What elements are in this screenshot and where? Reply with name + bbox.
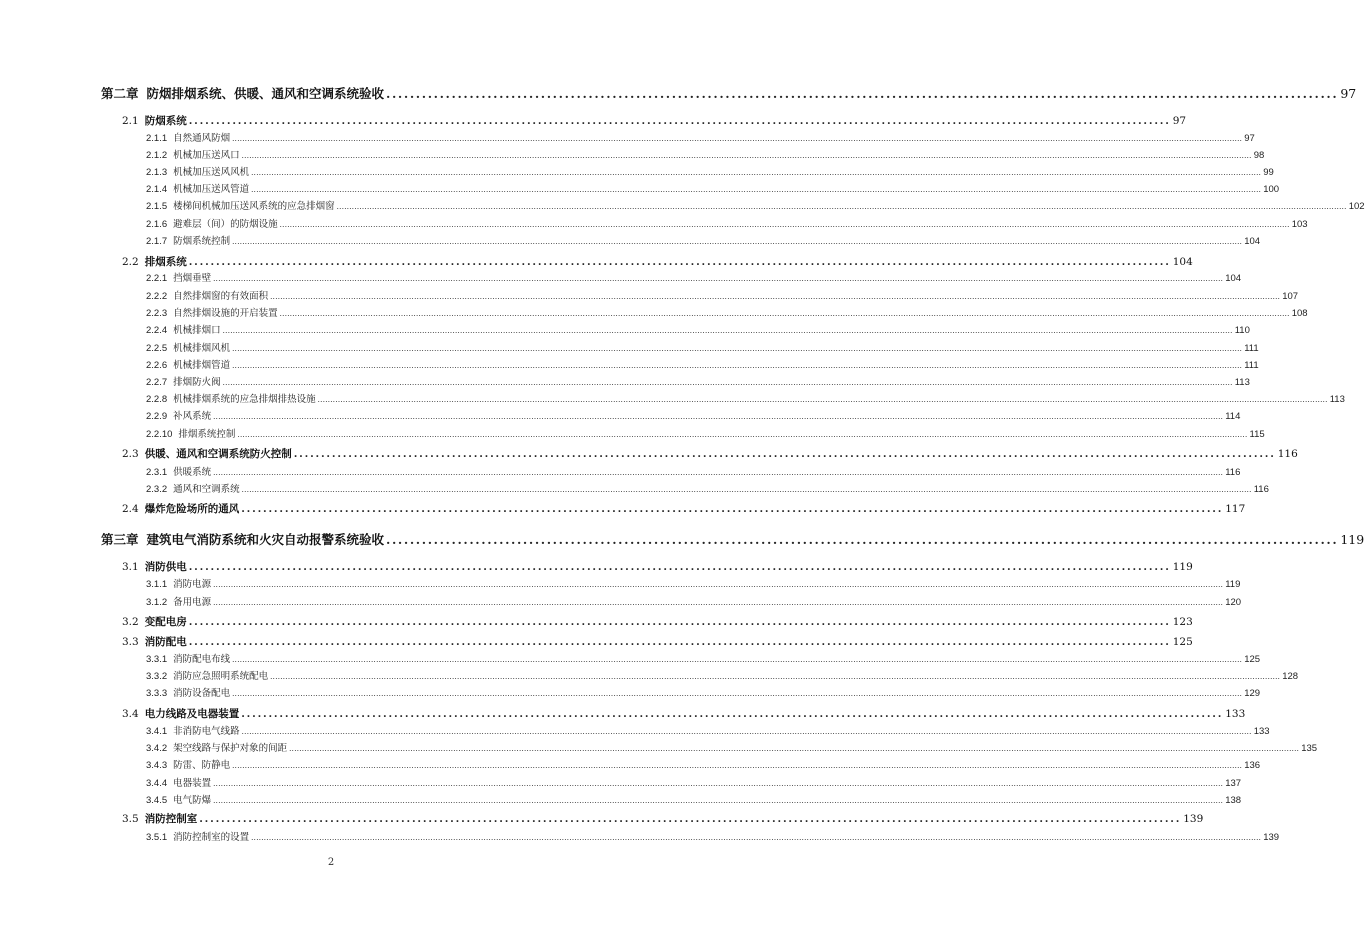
dot-leader: ................................................................................................................................................................................................................................................................................................................................................................................................................	[251, 169, 1262, 177]
toc-entry-title: 机械排烟管道	[173, 360, 231, 371]
dot-leader: ................................................................................................................................................................................................................................................................................................................................................................................................................	[222, 379, 1233, 387]
dot-leader: ................................................................................................................................................................................................................................................................................................................................................................................................................	[241, 728, 1252, 736]
toc-entry-title: 排烟系统	[144, 256, 187, 268]
toc-entry-number: 2.2.4	[146, 325, 168, 336]
toc-entry-page: 116	[1225, 467, 1241, 478]
toc-entry-title: 变配电房	[144, 616, 187, 628]
dot-leader: ................................................................................................................................................................................................................................................................................................................................................................................................................	[241, 486, 1252, 494]
toc-entry-page: 104	[1244, 236, 1261, 247]
toc-entry-number: 3.4.4	[146, 778, 168, 789]
toc-entry-page: 103	[1291, 219, 1308, 230]
toc-entry-number: 2.2.6	[146, 360, 168, 371]
toc-entry-title: 机械排烟口	[173, 325, 221, 336]
toc-section-entry[interactable]	[122, 614, 1193, 629]
toc-entry-number: 2.3.1	[146, 467, 168, 478]
toc-entry-title: 防烟排烟系统、供暖、通风和空调系统验收	[146, 86, 385, 101]
toc-sub-entry[interactable]	[146, 322, 1250, 336]
toc-entry-number: 2.2.9	[146, 411, 168, 422]
toc-entry-page: 119	[1172, 561, 1193, 573]
toc-sub-entry[interactable]	[146, 576, 1241, 590]
dot-leader: ................................................................................................................................................................................................................................................................................................................................................................................................................	[213, 413, 1224, 421]
toc-entry-number: 第三章	[101, 532, 139, 547]
toc-sub-entry[interactable]	[146, 792, 1242, 806]
toc-entry-page: 136	[1244, 760, 1261, 771]
toc-entry-title: 避难层（间）的防烟设施	[173, 219, 278, 230]
toc-sub-entry[interactable]	[146, 164, 1274, 178]
dot-leader: ....................................................................................................................................................................................	[241, 708, 1224, 720]
dot-leader: ................................................................................................................................................................................................................................................................................................................................................................................................................	[279, 310, 1290, 318]
dot-leader: ................................................................................................................................................................................................................................................................................................................................................................................................................	[232, 656, 1243, 664]
toc-entry-title: 机械加压送风管道	[173, 184, 250, 195]
toc-sub-entry[interactable]	[146, 198, 1365, 212]
toc-entry-number: 2.1	[122, 115, 139, 127]
toc-entry-page: 104	[1172, 256, 1193, 268]
toc-sub-entry[interactable]	[146, 740, 1318, 754]
dot-leader: ................................................................................................................................................................................................................................................................................................................................................................................................................	[317, 396, 1328, 404]
toc-entry-title: 非消防电气线路	[173, 726, 240, 737]
toc-entry-page: 104	[1225, 273, 1242, 284]
toc-sub-entry[interactable]	[146, 829, 1280, 843]
toc-entry-page: 97	[1340, 86, 1357, 101]
toc-entry-title: 排烟系统控制	[178, 429, 236, 440]
dot-leader: ................................................................................................................................................................................................................................................................................................................................................................................................................	[251, 186, 1262, 194]
toc-entry-number: 2.4	[122, 503, 139, 515]
toc-sub-entry[interactable]	[146, 391, 1345, 405]
toc-entry-title: 自然通风防烟	[173, 133, 231, 144]
toc-entry-title: 楼梯间机械加压送风系统的应急排烟窗	[173, 201, 335, 212]
toc-entry-number: 3.3.2	[146, 671, 168, 682]
toc-entry-title: 机械加压送风风机	[173, 167, 250, 178]
dot-leader: ................................................................................................................................................................................................................................................................................................................................................................................................................	[213, 599, 1224, 607]
toc-entry-number: 3.5.1	[146, 832, 168, 843]
toc-sub-entry[interactable]	[146, 340, 1259, 354]
toc-entry-page: 133	[1253, 726, 1270, 737]
dot-leader: ....................................................................................................................................................................................	[188, 561, 1171, 573]
toc-sub-entry[interactable]	[146, 775, 1242, 789]
dot-leader: ................................................................................................................................................................................................................................................................................................................................................................................................................	[213, 469, 1224, 477]
toc-entry-page: 133	[1225, 708, 1246, 720]
dot-leader: ....................................................................................................................................................................................	[188, 115, 1171, 127]
toc-section-entry[interactable]	[122, 501, 1246, 516]
toc-sub-entry[interactable]	[146, 374, 1250, 388]
toc-entry-title: 消防控制室的设置	[173, 832, 250, 843]
toc-sub-entry[interactable]	[146, 426, 1265, 440]
toc-entry-title: 挡烟垂壁	[173, 273, 212, 284]
dot-leader: ................................................................................................................................................................................................................................................................................................................................................................................................................	[232, 238, 1243, 246]
toc-entry-title: 防烟系统	[144, 115, 187, 127]
toc-sub-entry[interactable]	[146, 270, 1242, 284]
toc-entry-page: 107	[1282, 291, 1299, 302]
toc-sub-entry[interactable]	[146, 481, 1269, 495]
toc-entry-number: 3.3	[122, 636, 139, 648]
dot-leader: ................................................................................................................................................................................................................................................................................................................................................................................................................	[270, 293, 1281, 301]
toc-sub-entry[interactable]	[146, 594, 1242, 608]
toc-entry-number: 2.1.6	[146, 219, 168, 230]
toc-entry-page: 111	[1244, 360, 1259, 371]
toc-entry-title: 电力线路及电器装置	[144, 708, 240, 720]
toc-entry-number: 3.5	[122, 813, 139, 825]
toc-entry-number: 2.2.7	[146, 377, 168, 388]
toc-entry-page: 99	[1263, 167, 1274, 178]
toc-entry-title: 补风系统	[173, 411, 212, 422]
toc-section-entry[interactable]	[122, 634, 1193, 649]
toc-entry-title: 自然排烟窗的有效面积	[173, 291, 269, 302]
toc-entry-page: 116	[1277, 448, 1298, 460]
toc-entry-title: 防雷、防静电	[173, 760, 231, 771]
toc-entry-title: 备用电源	[173, 597, 212, 608]
dot-leader: ....................................................................................................................................................................................	[293, 448, 1276, 460]
dot-leader: ................................................................................................................................................................................................................................................................................................................................................................................................................	[232, 762, 1243, 770]
toc-entry-title: 机械加压送风口	[173, 150, 240, 161]
toc-sub-entry[interactable]	[146, 464, 1241, 478]
toc-entry-number: 3.3.1	[146, 654, 168, 665]
toc-sub-entry[interactable]	[146, 685, 1261, 699]
toc-entry-number: 2.1.2	[146, 150, 168, 161]
toc-section-entry[interactable]	[122, 559, 1193, 574]
toc-sub-entry[interactable]	[146, 357, 1259, 371]
toc-entry-page: 114	[1225, 411, 1241, 422]
dot-leader: ................................................................................................................................................................................................................................................................................................................................................................................................................	[270, 673, 1281, 681]
toc-entry-page: 117	[1225, 503, 1246, 515]
toc-section-entry[interactable]	[122, 446, 1298, 461]
dot-leader: ................................................................................................................................................................................................................................................................................................................................................................................................................	[213, 581, 1224, 589]
toc-entry-title: 消防配电	[144, 636, 187, 648]
toc-sub-entry[interactable]	[146, 723, 1270, 737]
toc-entry-title: 排烟防火阀	[173, 377, 221, 388]
toc-entry-title: 架空线路与保护对象的间距	[173, 743, 288, 754]
toc-entry-number: 2.2.5	[146, 343, 168, 354]
dot-leader: ................................................................................................................................................................................................................................................................................................................................................................................................................	[213, 275, 1224, 283]
dot-leader: ................................................................................................................................................................................................................................................................................................................................................................................................................	[213, 797, 1224, 805]
toc-entry-number: 3.4.3	[146, 760, 168, 771]
toc-sub-entry[interactable]	[146, 757, 1261, 771]
dot-leader: ................................................................................................................................................................................................................................................................................................................................................................................................................	[232, 345, 1243, 353]
toc-entry-title: 通风和空调系统	[173, 484, 240, 495]
dot-leader: ................................................................................................................................................................................................................................................................................................................................................................................................................	[241, 152, 1252, 160]
toc-entry-page: 97	[1172, 115, 1187, 127]
toc-entry-page: 128	[1282, 671, 1299, 682]
toc-entry-number: 2.2.1	[146, 273, 168, 284]
toc-entry-page: 123	[1172, 616, 1193, 628]
toc-section-entry[interactable]	[122, 706, 1246, 721]
toc-entry-title: 建筑电气消防系统和火灾自动报警系统验收	[146, 532, 385, 547]
toc-entry-page: 98	[1253, 150, 1265, 161]
toc-section-entry[interactable]	[122, 113, 1187, 128]
dot-leader: ................................................................................................................................................................................................................................................................................................................................................................................................................	[222, 327, 1233, 335]
dot-leader: ....................................................................................................................................................................................	[188, 616, 1171, 628]
toc-entry-page: 139	[1183, 813, 1204, 825]
toc-entry-page: 113	[1234, 377, 1250, 388]
toc-entry-number: 2.2.3	[146, 308, 168, 319]
toc-entry-page: 137	[1225, 778, 1242, 789]
toc-entry-title: 消防配电布线	[173, 654, 231, 665]
dot-leader: ....................................................................................................................................................................................	[188, 636, 1171, 648]
toc-entry-page: 119	[1340, 532, 1365, 547]
toc-entry-title: 爆炸危险场所的通风	[144, 503, 240, 515]
toc-entry-title: 供暖、通风和空调系统防火控制	[144, 448, 292, 460]
toc-entry-number: 3.4.1	[146, 726, 168, 737]
dot-leader: ................................................................................................................................................................................................................................................................................................................................................................................................................	[237, 431, 1248, 439]
toc-entry-title: 自然排烟设施的开启装置	[173, 308, 278, 319]
toc-entry-title: 消防控制室	[144, 813, 198, 825]
dot-leader: ................................................................................................................................................................................................................................................................................................................................................................................................................	[232, 135, 1243, 143]
toc-entry-page: 115	[1249, 429, 1265, 440]
toc-entry-number: 3.1.2	[146, 597, 168, 608]
toc-entry-title: 机械排烟系统的应急排烟排热设施	[173, 394, 316, 405]
toc-entry-number: 2.3.2	[146, 484, 168, 495]
toc-entry-number: 2.2	[122, 256, 139, 268]
toc-entry-title: 防烟系统控制	[173, 236, 231, 247]
toc-entry-title: 电气防爆	[173, 795, 212, 806]
toc-entry-page: 102	[1348, 201, 1365, 212]
toc-entry-page: 125	[1172, 636, 1193, 648]
dot-leader: ................................................................................................................................................................................................................................................................................................................................................................................................................	[289, 745, 1300, 753]
toc-chapter-entry[interactable]	[101, 530, 1365, 548]
dot-leader: ................................................................................................................................................................................................................................................................................................................................................................................................................	[279, 221, 1290, 229]
toc-sub-entry[interactable]	[146, 216, 1308, 230]
toc-sub-entry[interactable]	[146, 668, 1299, 682]
toc-entry-title: 消防电源	[173, 579, 212, 590]
dot-leader: ................................................................................................................................................................................................................................................................................................................................................................................................................	[336, 203, 1347, 211]
toc-entry-number: 3.4.5	[146, 795, 168, 806]
dot-leader: ....................................................................................................................................................................................	[241, 503, 1224, 515]
toc-entry-page: 135	[1301, 743, 1318, 754]
toc-sub-entry[interactable]	[146, 233, 1261, 247]
toc-entry-page: 139	[1263, 832, 1280, 843]
toc-entry-number: 2.2.2	[146, 291, 168, 302]
dot-leader: ................................................................................................................................................................................................................................................................................................................................................................................................................	[251, 834, 1262, 842]
toc-entry-number: 2.1.1	[146, 133, 168, 144]
dot-leader: ....................................................................................................................................................................................	[188, 256, 1171, 268]
toc-entry-number: 2.1.3	[146, 167, 168, 178]
toc-sub-entry[interactable]	[146, 408, 1241, 422]
toc-entry-number: 3.4.2	[146, 743, 168, 754]
dot-leader: ................................................................................................................................................................	[386, 532, 1339, 547]
toc-entry-page: 119	[1225, 579, 1241, 590]
dot-leader: ....................................................................................................................................................................................	[199, 813, 1182, 825]
toc-entry-title: 电器装置	[173, 778, 212, 789]
toc-sub-entry[interactable]	[146, 181, 1280, 195]
toc-entry-number: 3.1.1	[146, 579, 168, 590]
toc-entry-page: 110	[1234, 325, 1250, 336]
toc-entry-page: 125	[1244, 654, 1261, 665]
toc-entry-title: 消防供电	[144, 561, 187, 573]
toc-entry-number: 3.3.3	[146, 688, 168, 699]
toc-entry-page: 111	[1244, 343, 1259, 354]
toc-sub-entry[interactable]	[146, 288, 1299, 302]
toc-entry-number: 2.2.8	[146, 394, 168, 405]
toc-entry-number: 3.1	[122, 561, 139, 573]
dot-leader: ................................................................................................................................................................	[386, 86, 1339, 101]
page-number: 2	[327, 857, 335, 868]
toc-section-entry[interactable]	[122, 811, 1204, 826]
toc-entry-page: 129	[1244, 688, 1261, 699]
toc-entry-number: 2.1.7	[146, 236, 168, 247]
toc-entry-page: 116	[1253, 484, 1269, 495]
toc-entry-number: 2.1.4	[146, 184, 168, 195]
toc-section-entry[interactable]	[122, 254, 1193, 269]
toc-entry-page: 100	[1263, 184, 1280, 195]
toc-entry-number: 2.1.5	[146, 201, 168, 212]
toc-entry-number: 2.3	[122, 448, 139, 460]
toc-sub-entry[interactable]	[146, 305, 1308, 319]
toc-entry-title: 消防应急照明系统配电	[173, 671, 269, 682]
toc-sub-entry[interactable]	[146, 651, 1261, 665]
toc-chapter-entry[interactable]	[101, 84, 1357, 102]
toc-entry-page: 120	[1225, 597, 1242, 608]
toc-entry-page: 113	[1329, 394, 1345, 405]
toc-entry-title: 供暖系统	[173, 467, 212, 478]
toc-entry-number: 2.2.10	[146, 429, 173, 440]
dot-leader: ................................................................................................................................................................................................................................................................................................................................................................................................................	[232, 690, 1243, 698]
toc-entry-page: 138	[1225, 795, 1242, 806]
dot-leader: ................................................................................................................................................................................................................................................................................................................................................................................................................	[232, 362, 1243, 370]
toc-entry-number: 3.4	[122, 708, 139, 720]
toc-entry-title: 机械排烟风机	[173, 343, 231, 354]
toc-entry-title: 消防设备配电	[173, 688, 231, 699]
toc-entry-number: 第二章	[101, 86, 139, 101]
toc-sub-entry[interactable]	[146, 130, 1255, 144]
toc-sub-entry[interactable]	[146, 147, 1265, 161]
toc-entry-page: 108	[1291, 308, 1308, 319]
dot-leader: ................................................................................................................................................................................................................................................................................................................................................................................................................	[213, 780, 1224, 788]
toc-entry-page: 97	[1244, 133, 1255, 144]
toc-entry-number: 3.2	[122, 616, 139, 628]
